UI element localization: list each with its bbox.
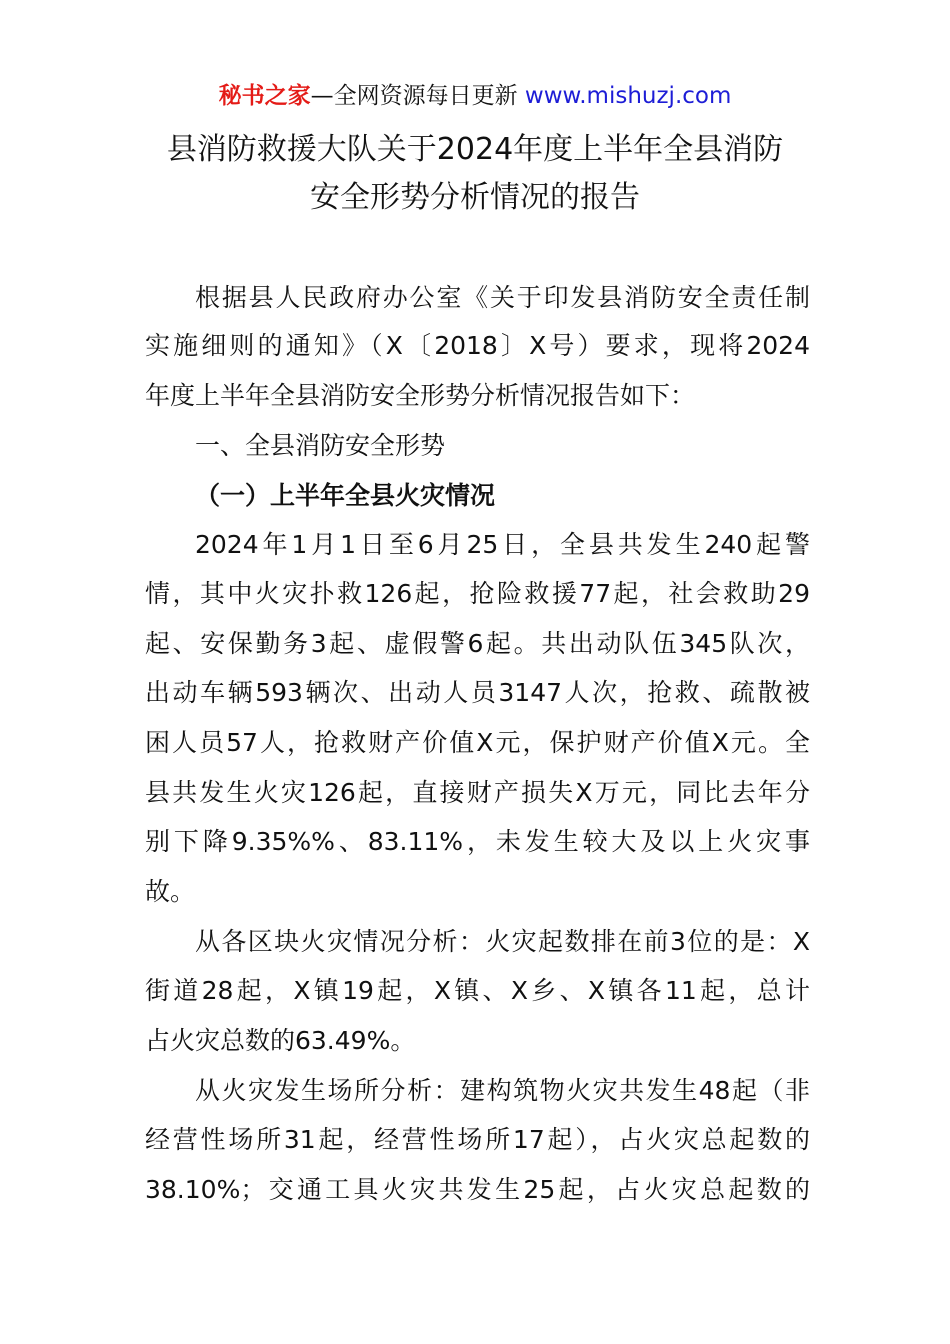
site-tagline: —全网资源每日更新 bbox=[310, 83, 518, 109]
paragraph-line: 街道28起，X镇19起，X镇、X乡、X镇各11起，总计 bbox=[145, 976, 810, 1005]
paragraph-line: 根据县人民政府办公室《关于印发县消防安全责任制 bbox=[195, 283, 810, 312]
paragraph-line: 从各区块火灾情况分析：火灾起数排在前3位的是：X bbox=[195, 927, 810, 956]
site-url-link[interactable]: www.mishuzj.com bbox=[524, 83, 732, 109]
paragraph-line: 起、安保勤务3起、虚假警6起。共出动队伍345队次， bbox=[145, 629, 810, 658]
site-brand: 秘书之家 bbox=[218, 83, 311, 109]
site-banner bbox=[0, 80, 950, 112]
paragraph-line: 情，其中火灾扑救126起，抢险救援77起，社会救助29 bbox=[145, 579, 810, 608]
paragraph-line: 故。 bbox=[145, 877, 196, 906]
paragraph-line: 2024年1月1日至6月25日，全县共发生240起警 bbox=[195, 530, 810, 559]
document-title-line-2: 安全形势分析情况的报告 bbox=[310, 180, 640, 215]
paragraph-line: 经营性场所31起，经营性场所17起），占火灾总起数的 bbox=[145, 1125, 810, 1154]
section-heading: 一、全县消防安全形势 bbox=[195, 431, 446, 460]
paragraph-line: 出动车辆593辆次、出动人员3147人次，抢救、疏散被 bbox=[145, 678, 810, 707]
paragraph-line: 实施细则的通知》（X〔2018〕X号）要求，现将2024 bbox=[145, 331, 810, 360]
paragraph-line: 县共发生火灾126起，直接财产损失X万元，同比去年分 bbox=[145, 778, 810, 807]
paragraph-line: 年度上半年全县消防安全形势分析情况报告如下： bbox=[145, 381, 696, 410]
paragraph-line: 38.10%；交通工具火灾共发生25起，占火灾总起数的 bbox=[145, 1175, 810, 1204]
paragraph-line: 从火灾发生场所分析：建构筑物火灾共发生48起（非 bbox=[195, 1076, 810, 1105]
paragraph-line: 困人员57人，抢救财产价值X元，保护财产价值X元。全 bbox=[145, 728, 810, 757]
paragraph-line: 别下降9.35%%、83.11%，未发生较大及以上火灾事 bbox=[145, 827, 810, 856]
paragraph-line: 占火灾总数的63.49%。 bbox=[145, 1026, 416, 1055]
document-title-line-1: 县消防救援大队关于2024年度上半年全县消防 bbox=[166, 132, 784, 167]
subsection-heading: （一）上半年全县火灾情况 bbox=[195, 481, 496, 510]
